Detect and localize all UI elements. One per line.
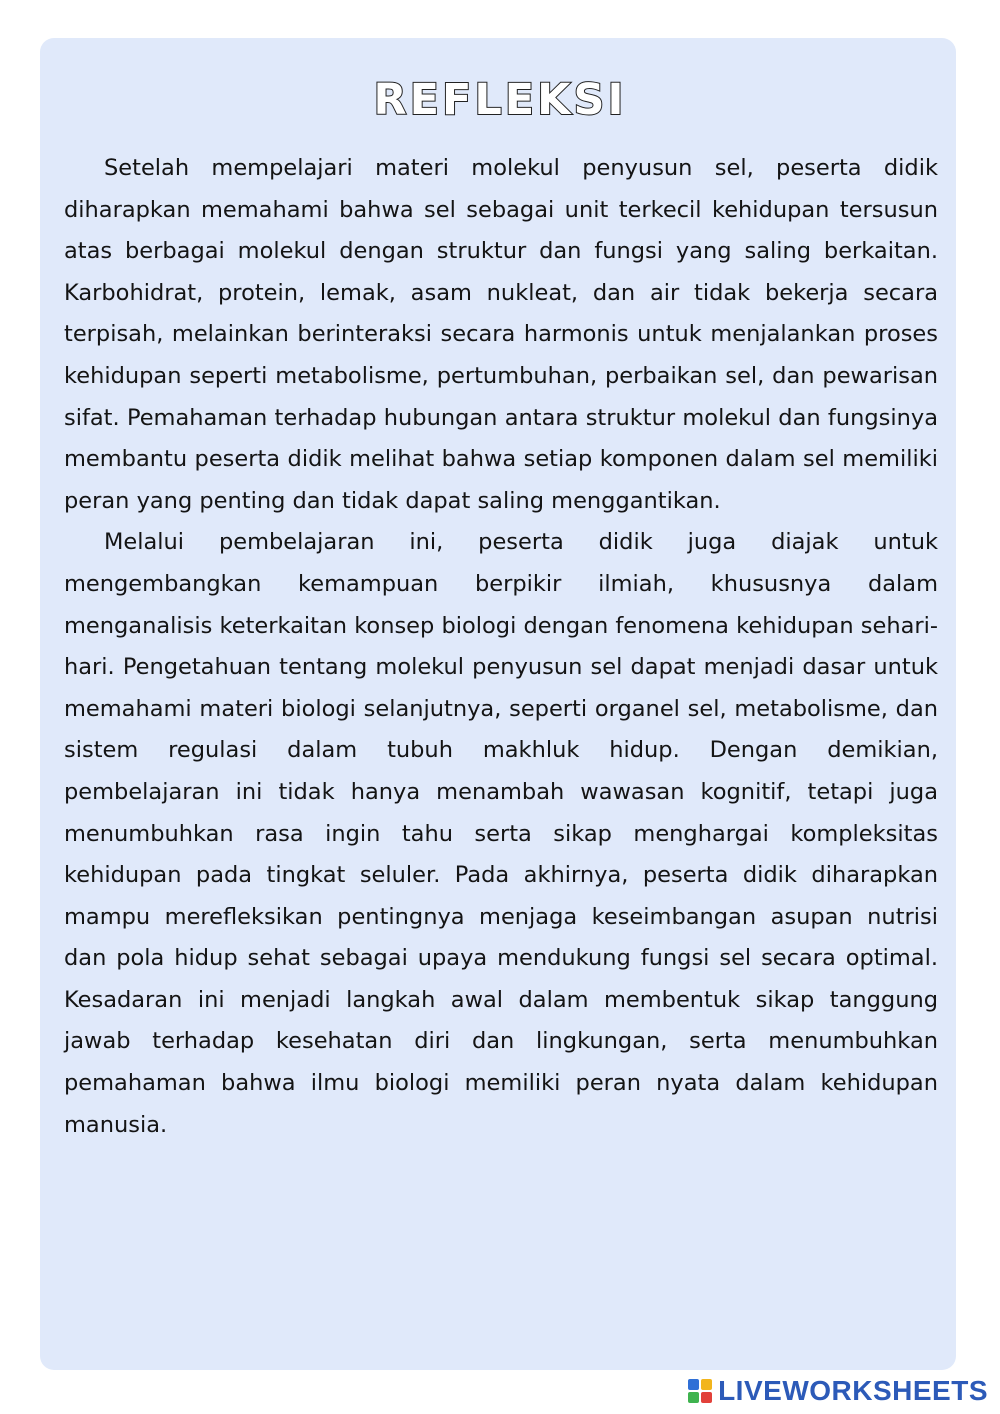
page-title: REFLEKSI [373,75,627,125]
liveworksheets-logo-icon [688,1379,712,1403]
brand-name: LIVEWORKSHEETS [718,1375,988,1406]
paragraph-2: Melalui pembelajaran ini, peserta didik juga diajak untuk mengembangkan kemampuan berpikir ilmiah, khususnya dalam menganalisis keterkaitan konsep biologi dengan fenomena kehidupan sehari-hari. Pengetahuan tentang molekul penyusun sel dapat menjadi dasar untuk memahami materi biologi selanjutnya, seperti organel sel, metabolisme, dan sistem regulasi dalam tubuh makhluk hidup. Dengan demikian, pembelajaran ini tidak hanya menambah wawasan kognitif, tetapi juga menumbuhkan rasa ingin tahu serta sikap menghargai kompleksitas kehidupan pada tingkat seluler. Pada akhirnya, peserta didik diharapkan mampu merefleksikan pentingnya menjaga keseimbangan asupan nutrisi dan pola hidup sehat sebagai upaya mendukung fungsi sel secara optimal. Kesadaran ini menjadi langkah awal dalam membentuk sikap tanggung jawab terhadap kesehatan diri dan lingkungan, serta menumbuhkan pemahaman bahwa ilmu biologi memiliki peran nyata dalam kehidupan manusia. [64,529,938,1138]
liveworksheets-logo[interactable] [688,1374,988,1408]
reflection-text [64,148,938,1146]
paragraph-1: Setelah mempelajari materi molekul penyusun sel, peserta didik diharapkan memahami bahwa sel sebagai unit terkecil kehidupan tersusun atas berbagai molekul dengan struktur dan fungsi yang saling berkaitan. Karbohidrat, protein, lemak, asam nukleat, dan air tidak bekerja secara terpisah, melainkan berinteraksi secara harmonis untuk menjalankan proses kehidupan seperti metabolisme, pertumbuhan, perbaikan sel, dan pewarisan sifat. Pemahaman terhadap hubungan antara struktur molekul dan fungsinya membantu peserta didik melihat bahwa setiap komponen dalam sel memiliki peran yang penting dan tidak dapat saling menggantikan. [64,155,938,514]
